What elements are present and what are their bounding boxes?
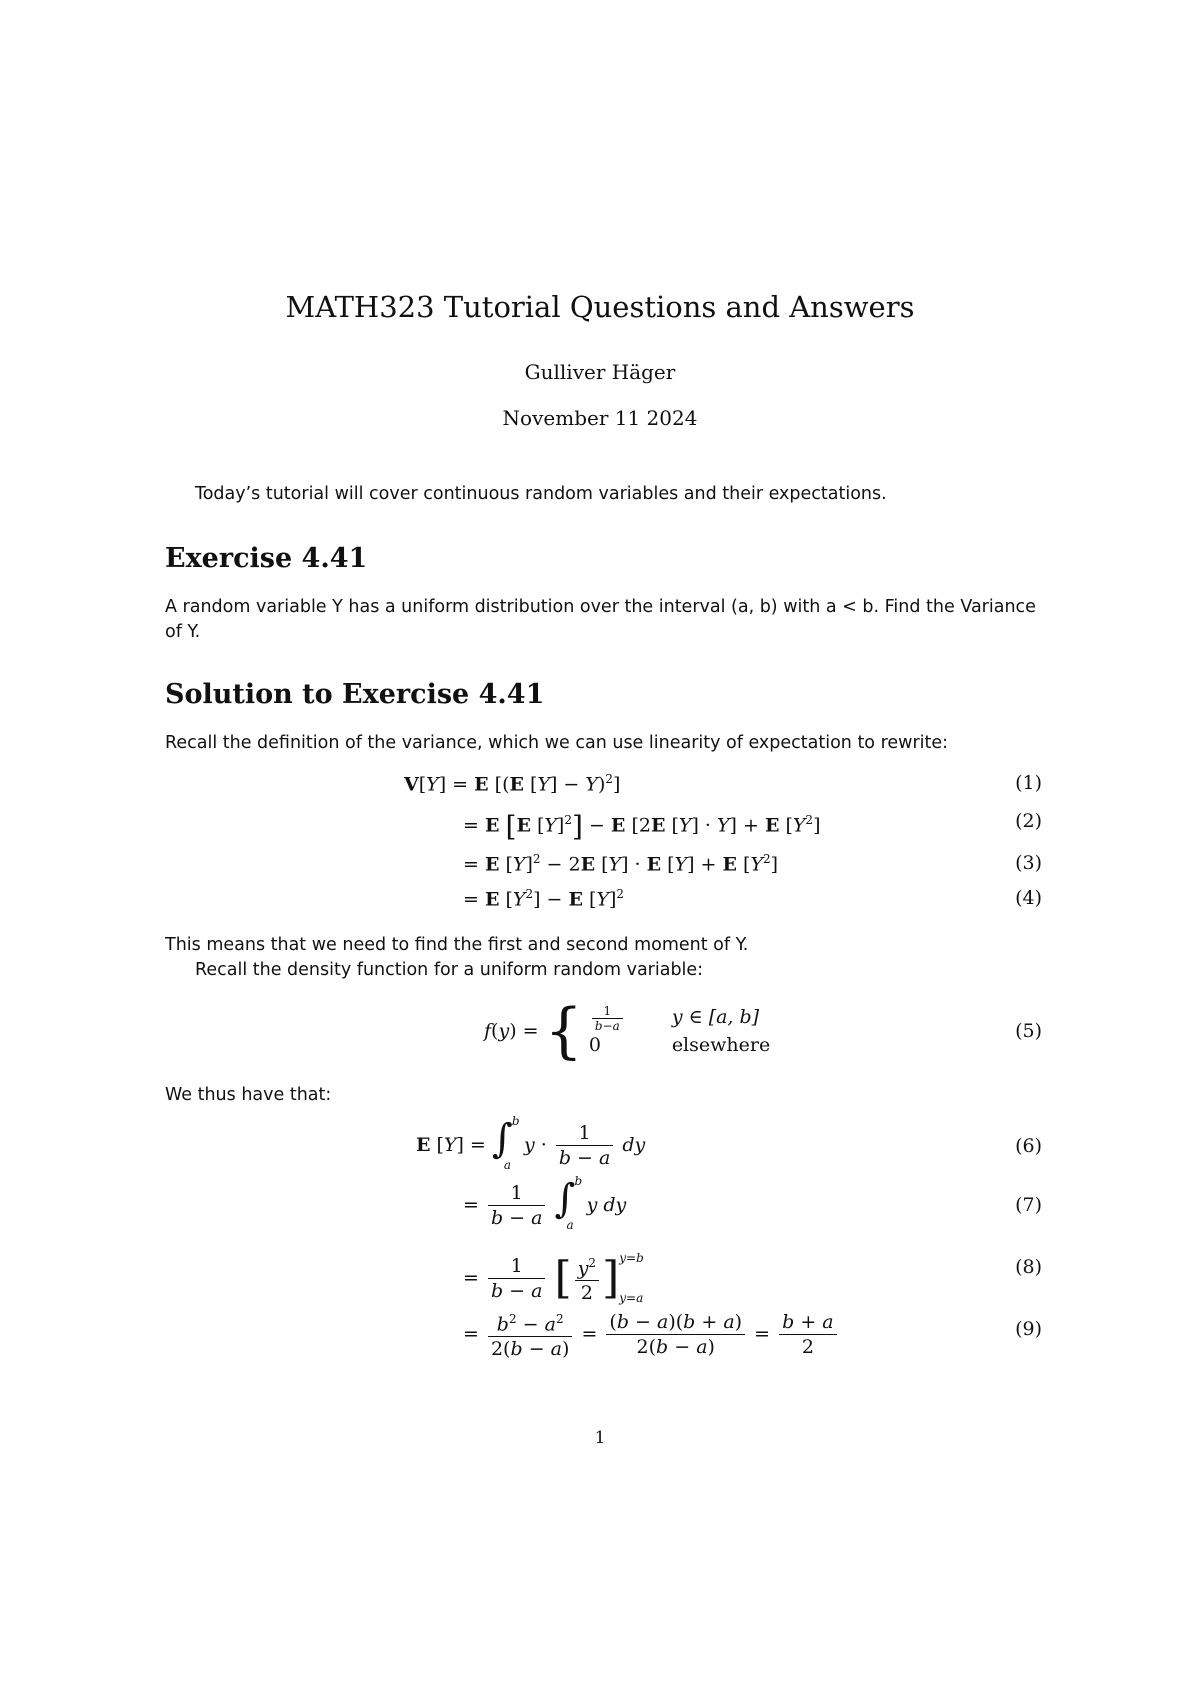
equation-number: (5) bbox=[1015, 1020, 1042, 1042]
moments-note: This means that we need to find the first and second moment of Y. bbox=[165, 935, 749, 955]
equation-number: (8) bbox=[1015, 1256, 1042, 1278]
recall-density-text: Recall the density function for a uniform random variable: bbox=[195, 960, 704, 980]
equation-number: (6) bbox=[1015, 1135, 1042, 1157]
equation-3: = E $[Y]^2 - 2E$ [Y] · E [Y] + E $[Y^2]$ bbox=[463, 852, 779, 876]
recall-variance-text: Recall the definition of the variance, which we can use linearity of expectation to rewrite: bbox=[165, 733, 949, 753]
equation-number: (1) bbox=[1015, 772, 1042, 794]
author-name: Gulliver Häger bbox=[524, 360, 676, 384]
equation-6: E [Y] = ∫ b a y · $\frac{1}{b - a}$ dy bbox=[416, 1114, 646, 1172]
page-number: 1 bbox=[594, 1428, 606, 1448]
equation-1: V[Y] = E [(E [Y] − Y)$^2$] bbox=[404, 772, 621, 796]
equation-4: = E $[Y^2] - E$ $[Y]^2$ bbox=[463, 887, 625, 911]
equation-9: = $\frac{b^2 - a^2}{2(b - a)}$ = $\frac{(b - a)(b + a)}{2(b - a)}$ = $\frac{b + a}{2}$ bbox=[463, 1307, 840, 1361]
equation-8: = $\frac{1}{b - a}$ [ $\frac{y^2}{2}$ ]y=b y=a bbox=[463, 1251, 644, 1305]
equation-number: (9) bbox=[1015, 1318, 1042, 1340]
case2-value: 0 bbox=[588, 1034, 601, 1056]
equation-number: (4) bbox=[1015, 887, 1042, 909]
exercise-text-line1: A random variable Y has a uniform distribution over the interval (a, b) with a < b. Find the Variance bbox=[165, 597, 1036, 617]
case1-condition: y ∈ [a, b] bbox=[671, 1006, 760, 1028]
document-title: MATH323 Tutorial Questions and Answers bbox=[285, 290, 915, 324]
equation-2: = E [E $[Y]^2] - E$ [2E [Y] · Y] + E $[Y^2]$ bbox=[463, 810, 821, 843]
intro-paragraph: Today’s tutorial will cover continuous random variables and their expectations. bbox=[195, 484, 887, 504]
solution-heading: Solution to Exercise 4.41 bbox=[165, 679, 545, 710]
equation-5: f(y) = { $\frac{1}{b-a}$ 0 y ∈ [a, b] elsewhere bbox=[484, 996, 771, 1066]
equation-7: = $\frac{1}{b - a}$ ∫ b a y dy bbox=[463, 1174, 627, 1232]
equation-number: (7) bbox=[1015, 1194, 1042, 1216]
exercise-text-line2: of Y. bbox=[165, 622, 201, 642]
document-date: November 11 2024 bbox=[502, 406, 698, 430]
thus-text: We thus have that: bbox=[165, 1085, 332, 1105]
equation-number: (2) bbox=[1015, 810, 1042, 832]
exercise-heading: Exercise 4.41 bbox=[165, 543, 368, 574]
equation-number: (3) bbox=[1015, 852, 1042, 874]
case2-condition: elsewhere bbox=[671, 1034, 771, 1056]
